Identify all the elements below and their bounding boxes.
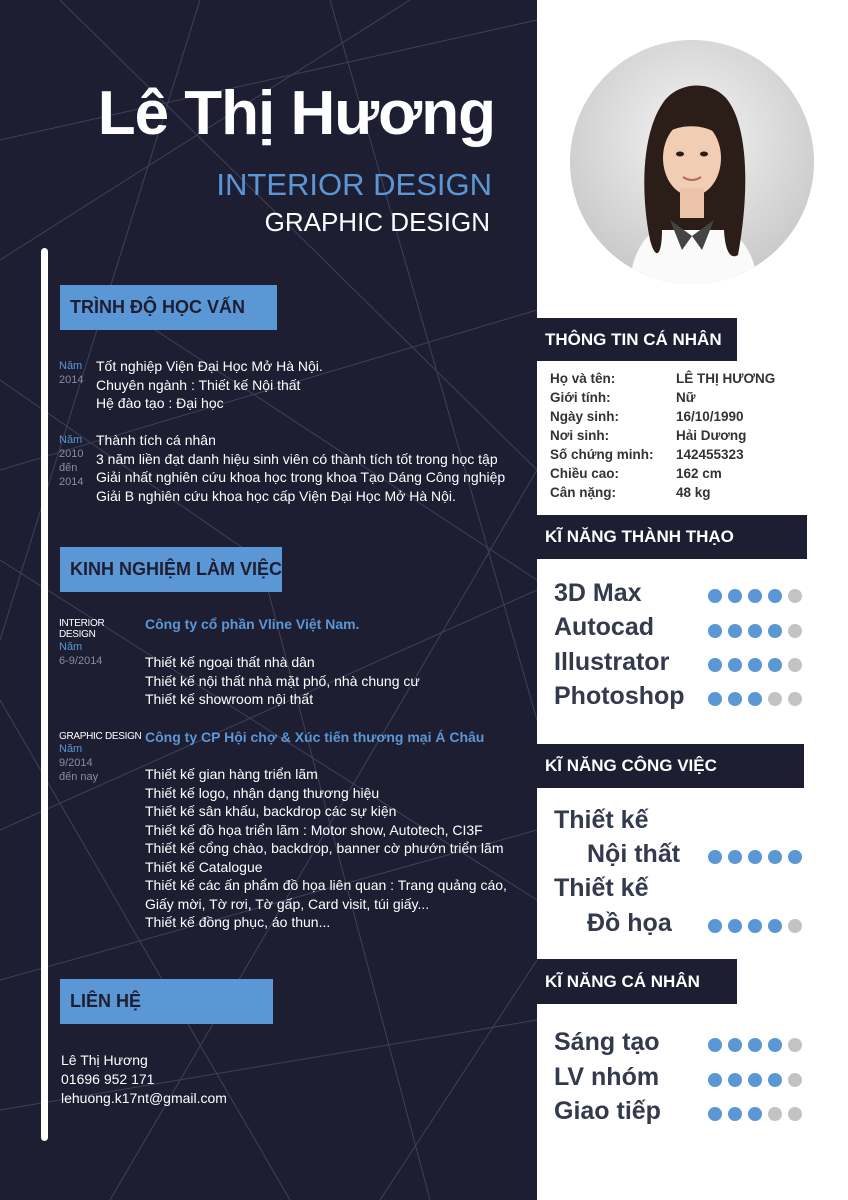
rating-dot-filled bbox=[728, 658, 742, 672]
info-value: 142455323 bbox=[676, 447, 744, 462]
info-label: Chiều cao: bbox=[550, 466, 620, 481]
personal-skills-heading: KĨ NĂNG CÁ NHÂN bbox=[537, 959, 737, 1004]
education-heading: TRÌNH ĐỘ HỌC VẤN bbox=[60, 285, 277, 330]
rating-dot-filled bbox=[728, 589, 742, 603]
rating-dot-empty bbox=[788, 1073, 802, 1087]
rating-dot-filled bbox=[768, 624, 782, 638]
job-period: 6-9/2014 bbox=[59, 655, 103, 667]
rating-dot-filled bbox=[708, 692, 722, 706]
skill-rating bbox=[708, 1073, 802, 1087]
rating-dot-filled bbox=[768, 589, 782, 603]
skill-rating bbox=[708, 589, 802, 603]
education-line: Giải nhất nghiên cứu khoa học trong khoa Tạo Dáng Công nghiệp bbox=[96, 469, 506, 485]
rating-dot-filled bbox=[728, 692, 742, 706]
portrait-photo bbox=[570, 40, 814, 284]
rating-dot-empty bbox=[788, 1107, 802, 1121]
rating-dot-filled bbox=[768, 1073, 782, 1087]
skill-rating bbox=[708, 1038, 802, 1052]
job-title-graphic: GRAPHIC DESIGN bbox=[264, 207, 490, 237]
education-line: Thành tích cá nhân bbox=[96, 432, 216, 448]
rating-dot-filled bbox=[728, 1107, 742, 1121]
job-2-meta bbox=[59, 731, 143, 784]
work-skills-heading: KĨ NĂNG CÔNG VIỆC bbox=[537, 744, 804, 788]
portrait-illustration bbox=[570, 40, 814, 284]
job-period: đến nay bbox=[59, 771, 99, 783]
job-task: Thiết kế đồng phục, áo thun... bbox=[145, 914, 331, 930]
rating-dot-filled bbox=[748, 589, 762, 603]
skill-name: Sáng tạo bbox=[554, 1028, 660, 1056]
rating-dot-empty bbox=[768, 692, 782, 706]
job-task: Thiết kế gian hàng triển lãm bbox=[145, 766, 318, 782]
job-task: Thiết kế sân khấu, backdrop các sự kiện bbox=[145, 803, 397, 819]
experience-heading: KINH NGHIỆM LÀM VIỆC bbox=[60, 547, 282, 592]
rating-dot-filled bbox=[708, 919, 722, 933]
rating-dot-filled bbox=[748, 1038, 762, 1052]
contact-heading: LIÊN HỆ bbox=[60, 979, 273, 1024]
rating-dot-empty bbox=[788, 1038, 802, 1052]
rating-dot-empty bbox=[788, 658, 802, 672]
year-value: 2014 bbox=[59, 374, 84, 386]
job-task: Thiết kế nội thất nhà mặt phố, nhà chung cư bbox=[145, 672, 420, 689]
rating-dot-filled bbox=[748, 850, 762, 864]
rating-dot-filled bbox=[788, 850, 802, 864]
education-line: Giải B nghiên cứu khoa học cấp Viện Đại Học Mở Hà Nội. bbox=[96, 487, 456, 504]
rating-dot-filled bbox=[708, 589, 722, 603]
candidate-name: Lê Thị Hương bbox=[97, 79, 495, 148]
job-category: INTERIOR DESIGN bbox=[59, 618, 105, 640]
info-value: LÊ THỊ HƯƠNG bbox=[676, 371, 776, 386]
rating-dot-filled bbox=[748, 919, 762, 933]
rating-dot-filled bbox=[708, 1038, 722, 1052]
rating-dot-empty bbox=[788, 589, 802, 603]
personal-info-labels bbox=[550, 369, 654, 502]
skill-name-line2: Nội thất bbox=[587, 840, 681, 868]
year-label: Năm bbox=[59, 743, 83, 755]
rating-dot-filled bbox=[768, 850, 782, 864]
skill-name: LV nhóm bbox=[554, 1063, 660, 1091]
timeline-bar bbox=[41, 248, 48, 1141]
job-1-company: Công ty cổ phần Vline Việt Nam. bbox=[145, 616, 360, 632]
year-value: 2010 bbox=[59, 448, 84, 460]
job-2-tasks bbox=[145, 765, 507, 932]
info-value: 48 kg bbox=[676, 485, 711, 500]
education-line: 3 năm liền đạt danh hiệu sinh viên có thành tích tốt trong học tập bbox=[96, 450, 498, 467]
education-line: Tốt nghiệp Viện Đại Học Mở Hà Nội. bbox=[96, 358, 323, 374]
education-year-2 bbox=[59, 433, 95, 489]
rating-dot-filled bbox=[768, 658, 782, 672]
job-1-meta bbox=[59, 618, 143, 668]
rating-dot-empty bbox=[788, 692, 802, 706]
rating-dot-filled bbox=[708, 1107, 722, 1121]
info-label: Giới tính: bbox=[550, 390, 611, 405]
rating-dot-filled bbox=[728, 1038, 742, 1052]
rating-dot-filled bbox=[728, 919, 742, 933]
education-year-1 bbox=[59, 359, 95, 387]
rating-dot-empty bbox=[768, 1107, 782, 1121]
education-line: Hệ đào tạo : Đại học bbox=[96, 395, 224, 411]
info-label: Số chứng minh: bbox=[550, 447, 654, 462]
info-label: Cân nặng: bbox=[550, 485, 616, 500]
job-category: GRAPHIC DESIGN bbox=[59, 731, 142, 742]
year-label: Năm bbox=[59, 434, 83, 446]
education-line: Chuyên ngành : Thiết kế Nội thất bbox=[96, 376, 301, 393]
rating-dot-empty bbox=[788, 624, 802, 638]
info-value: Nữ bbox=[676, 390, 696, 405]
info-label: Ngày sinh: bbox=[550, 409, 620, 424]
personal-info-heading: THÔNG TIN CÁ NHÂN bbox=[537, 318, 737, 361]
job-task: Thiết kế ngoại thất nhà dân bbox=[145, 654, 315, 670]
skill-rating bbox=[708, 1107, 802, 1121]
skill-name: 3D Max bbox=[554, 579, 642, 607]
skill-name: Autocad bbox=[554, 613, 654, 641]
skill-rating bbox=[708, 658, 802, 672]
rating-dot-filled bbox=[748, 624, 762, 638]
skill-rating bbox=[708, 850, 802, 864]
skill-rating bbox=[708, 919, 802, 933]
contact-email[interactable]: lehuong.k17nt@gmail.com bbox=[61, 1090, 227, 1106]
skill-rating bbox=[708, 624, 802, 638]
rating-dot-filled bbox=[708, 624, 722, 638]
info-value: 16/10/1990 bbox=[676, 409, 744, 424]
rating-dot-filled bbox=[748, 1073, 762, 1087]
contact-phone[interactable]: 01696 952 171 bbox=[61, 1071, 155, 1087]
skill-name: Photoshop bbox=[554, 682, 685, 710]
info-value: 162 cm bbox=[676, 466, 722, 481]
job-1-tasks bbox=[145, 653, 420, 709]
education-entry-1 bbox=[96, 357, 323, 413]
rating-dot-filled bbox=[748, 1107, 762, 1121]
rating-dot-filled bbox=[728, 1073, 742, 1087]
job-task: Thiết kế các ấn phẩm đồ họa liên quan : Trang quảng cáo, bbox=[145, 877, 507, 893]
info-value: Hải Dương bbox=[676, 428, 747, 443]
rating-dot-filled bbox=[748, 692, 762, 706]
skill-rating bbox=[708, 692, 802, 706]
contact-block bbox=[61, 1051, 227, 1108]
rating-dot-filled bbox=[728, 624, 742, 638]
software-skills-heading: KĨ NĂNG THÀNH THẠO bbox=[537, 515, 807, 559]
rating-dot-filled bbox=[728, 850, 742, 864]
rating-dot-filled bbox=[768, 1038, 782, 1052]
skill-name: Illustrator bbox=[554, 648, 670, 676]
rating-dot-empty bbox=[788, 919, 802, 933]
year-label: Năm bbox=[59, 360, 83, 372]
year-value: đến bbox=[59, 462, 78, 474]
skill-name-line2: Đồ họa bbox=[587, 909, 672, 937]
rating-dot-filled bbox=[708, 1073, 722, 1087]
year-label: Năm bbox=[59, 641, 83, 653]
skill-name: Giao tiếp bbox=[554, 1097, 661, 1125]
job-task: Thiết kế logo, nhận dạng thương hiệu bbox=[145, 784, 380, 801]
rating-dot-filled bbox=[768, 919, 782, 933]
skill-name-line1: Thiết kế bbox=[554, 806, 649, 834]
job-task: Thiết kế showroom nội thất bbox=[145, 691, 314, 707]
info-label: Họ và tên: bbox=[550, 371, 616, 386]
job-task: Thiết kế cổng chào, backdrop, banner cờ phướn triển lãm bbox=[145, 840, 504, 856]
skill-name-line1: Thiết kế bbox=[554, 874, 649, 902]
info-label: Nơi sinh: bbox=[550, 428, 610, 443]
job-task: Giấy mời, Tờ rơi, Tờ gấp, Card visit, túi giấy... bbox=[145, 895, 430, 912]
job-2-company: Công ty CP Hội chợ & Xúc tiến thương mại Á Châu bbox=[145, 729, 485, 745]
year-value: 2014 bbox=[59, 476, 84, 488]
rating-dot-filled bbox=[708, 850, 722, 864]
contact-name: Lê Thị Hương bbox=[61, 1052, 148, 1068]
rating-dot-filled bbox=[748, 658, 762, 672]
rating-dot-filled bbox=[708, 658, 722, 672]
education-entry-2 bbox=[96, 431, 505, 505]
personal-info-values bbox=[676, 369, 775, 502]
job-task: Thiết kế đồ họa triển lãm : Motor show, Autotech, CI3F bbox=[145, 821, 483, 838]
job-title-interior: INTERIOR DESIGN bbox=[216, 167, 492, 202]
job-period: 9/2014 bbox=[59, 757, 93, 769]
job-task: Thiết kế Catalogue bbox=[145, 858, 263, 875]
